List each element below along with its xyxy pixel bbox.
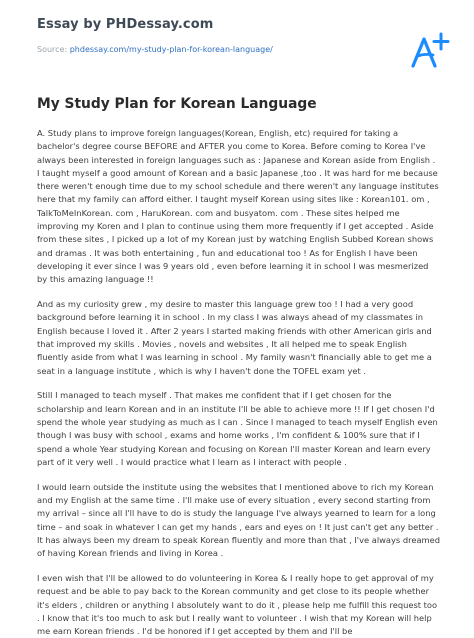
- paragraph: I would learn outside the institute using the websites that I mentioned above to rich my Korean and my English at the same time . I'll make use of every situation , every second starting from my arrival – since all I'll have to do is study the language I've always yearned to learn for a long time – and soak in whatever I can get my hands , ears and eyes on ! It just can't get any better . It has always been my dream to speak Korean fluently and more than that , I've always dreamed of having Korean friends and living in Korea .: [37, 481, 441, 559]
- paragraph: I even wish that I'll be allowed to do volunteering in Korea & I really hope to get approval of my request and be able to pay back to the Korean community and get close to its people whether it's elders , children or anything I absolutely want to do it , please help me fulfill this request too . I know that it's too much to ask but I really want to volunteer . I wish that my Korean will help me earn Korean friends . I'd be honored if I get accepted by them and I'll be: [37, 572, 438, 637]
- paragraph: Still I managed to teach myself . That makes me confident that if I get chosen for the scholarship and learn Korean and in an institute I'll be able to achieve more !! If I get chosen I'd spend the whole year studying as much as I can . Since I managed to teach myself English even though I was busy with school , exams and home works , I'm confident & 100% sure that if I spend a whole Year studying Korean and focusing on Korean I'll master Korean and learn every part of it very well . I would practice what I learn as I interact with people .: [37, 390, 438, 467]
- paragraph: And as my curiosity grew , my desire to master this language grew too ! I had a very good background before learning it in school . In my class I was always ahead of my classmates in English because I loved it . After 2 years I started making friends with other American girls and that improved my skills . Movies , novels and websites , It all helped me to speak English fluently aside from what I was learning in school . My family wasn't financially able to get me a seat in a language institute , which is why I haven't done the TOFEL exam yet .: [37, 299, 432, 376]
- site-brand[interactable]: Essay by PHDessay.com: [37, 17, 214, 32]
- source-line: [37, 45, 273, 54]
- document-body: [37, 127, 441, 637]
- source-label: Source:: [37, 45, 70, 54]
- a-plus-grade-icon: [408, 30, 452, 70]
- document-title: My Study Plan for Korean Language: [37, 96, 317, 112]
- source-link[interactable]: phdessay.com/my-study-plan-for-korean-language/: [69, 45, 273, 54]
- paragraph: A. Study plans to improve foreign languages(Korean, English, etc) required for taking a bachelor's degree course BEFORE and AFTER you come to Korea. Before coming to Korea I've always been interested in foreign languages such as : Japanese and Korean aside from English . I taught myself a good amount of Korean and a basic Japanese ,too . It was hard for me because there weren't enough time due to my school schedule and there weren't any language institutes here that my family can afford either. I taught myself Korean using sites like : Korean101. om , TalkToMeInKorean. com , HaruKorean. com and busyatom. com . These sites helped me improving my Koren and I plan to continue using them more frequently if I get accepted . Aside from these sites , I picked up a lot of my Korean just by watching English Subbed Korean shows and dramas . It was both entertaining , fun and educational too ! As for English I have been developing it ever since I was 9 years old , even before learning it in school I was mesmerized by this amazing language !!: [37, 128, 439, 285]
